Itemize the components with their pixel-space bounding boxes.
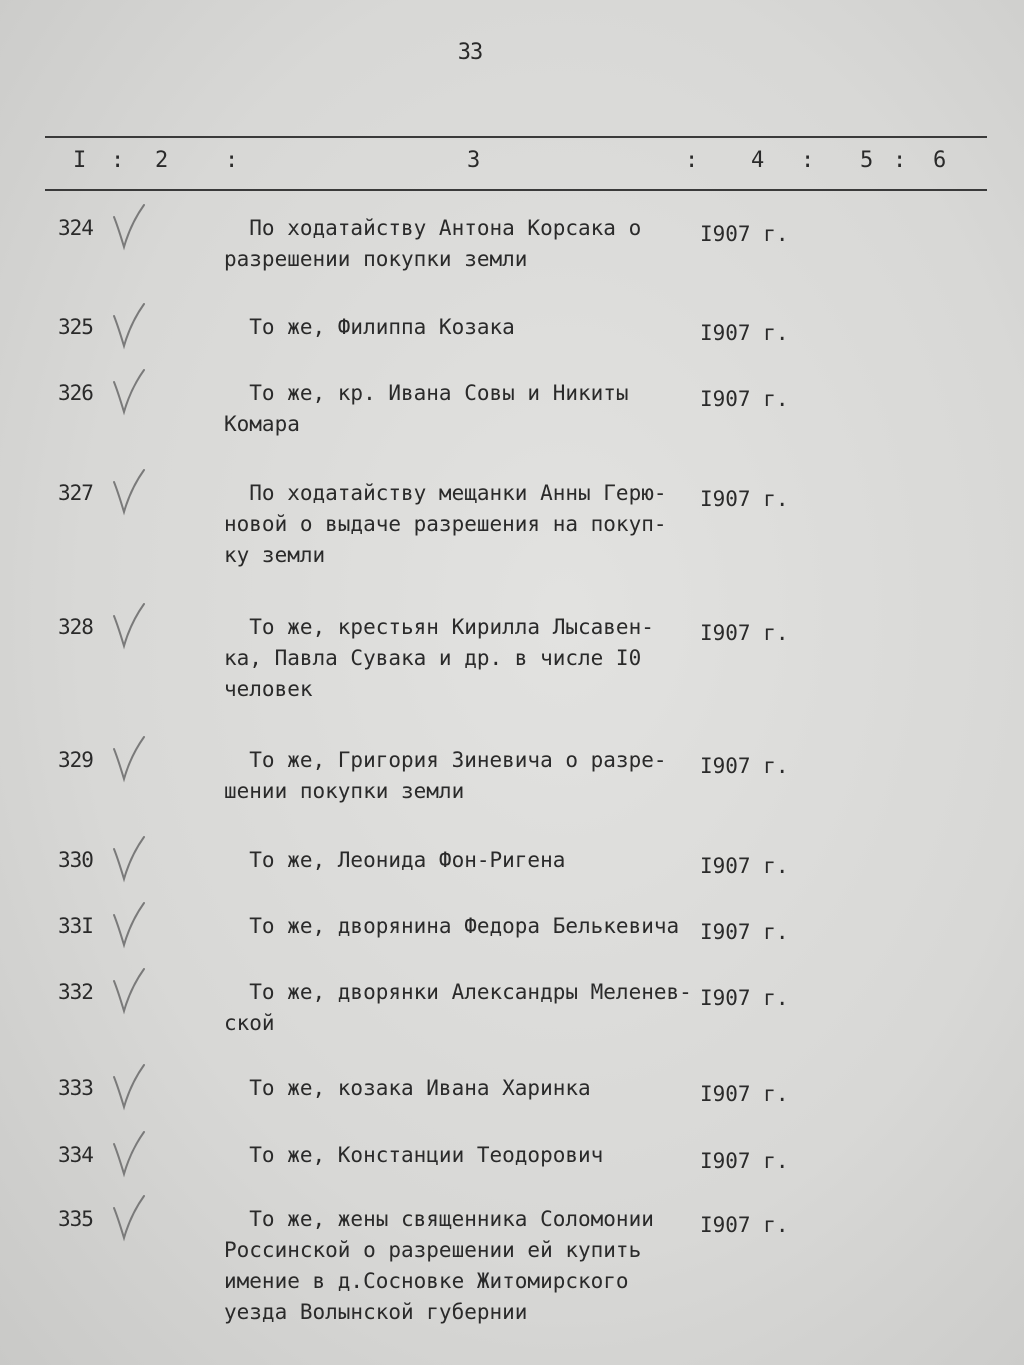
entry-year: I907 г. (700, 1213, 789, 1237)
column-header-3: 3 (467, 148, 481, 173)
entry-number: 329 (58, 748, 93, 772)
entry-description: То же, жены священника Соломонии Россинской о разрешении ей купить имение в д.Сосновке Житомирского уезда Волынской губернии (224, 1207, 654, 1324)
entry-number: 328 (58, 615, 93, 639)
checkmark-icon (108, 1194, 148, 1242)
page-number: 33 (457, 40, 483, 65)
entry-description: По ходатайству мещанки Анны Герю- новой о выдаче разрешения на покуп- ку земли (224, 481, 667, 567)
column-separator: : (111, 148, 125, 173)
column-header-6: 6 (933, 148, 947, 173)
entry-number: 33I (58, 914, 93, 938)
entry-number: 327 (58, 481, 93, 505)
entry-description: То же, козака Ивана Харинка (224, 1076, 591, 1100)
checkmark-icon (108, 468, 148, 516)
entry-number: 334 (58, 1143, 93, 1167)
entry-year: I907 г. (700, 986, 789, 1010)
entry-description: То же, Филиппа Козака (224, 315, 515, 339)
entry-year: I907 г. (700, 387, 789, 411)
entry-year: I907 г. (700, 621, 789, 645)
header-top-rule (45, 136, 987, 138)
entry-year: I907 г. (700, 754, 789, 778)
checkmark-icon (108, 368, 148, 416)
column-separator: : (225, 148, 239, 173)
entry-year: I907 г. (700, 487, 789, 511)
entry-number: 326 (58, 381, 93, 405)
entry-description: По ходатайству Антона Корсака о разрешении покупки земли (224, 216, 642, 271)
entry-number: 332 (58, 980, 93, 1004)
entry-description: То же, Леонида Фон-Ригена (224, 848, 566, 872)
entry-number: 325 (58, 315, 93, 339)
checkmark-icon (108, 302, 148, 350)
entry-description: То же, Констанции Теодорович (224, 1143, 604, 1167)
checkmark-icon (108, 203, 148, 251)
checkmark-icon (108, 835, 148, 883)
entry-description: То же, кр. Ивана Совы и Никиты Комара (224, 381, 629, 436)
entry-description: То же, дворянина Федора Белькевича (224, 914, 680, 938)
entry-year: I907 г. (700, 920, 789, 944)
entry-number: 324 (58, 216, 93, 240)
column-header-1: I (73, 148, 87, 173)
column-separator: : (685, 148, 699, 173)
column-header-row (45, 148, 987, 184)
header-bottom-rule (45, 189, 987, 191)
entry-description: То же, Григория Зиневича о разре- шении покупки земли (224, 748, 667, 803)
checkmark-icon (108, 1130, 148, 1178)
checkmark-icon (108, 1063, 148, 1111)
entry-year: I907 г. (700, 321, 789, 345)
entry-number: 330 (58, 848, 93, 872)
entry-description: То же, дворянки Александры Меленев- ской (224, 980, 692, 1035)
column-header-4: 4 (751, 148, 765, 173)
column-separator: : (801, 148, 815, 173)
checkmark-icon (108, 735, 148, 783)
entry-year: I907 г. (700, 1149, 789, 1173)
entry-year: I907 г. (700, 1082, 789, 1106)
entry-description: То же, крестьян Кирилла Лысавен- ка, Павла Сувака и др. в числе I0 человек (224, 615, 654, 701)
checkmark-icon (108, 602, 148, 650)
entry-year: I907 г. (700, 854, 789, 878)
column-separator: : (893, 148, 907, 173)
column-header-2: 2 (155, 148, 169, 173)
checkmark-icon (108, 901, 148, 949)
column-header-5: 5 (860, 148, 874, 173)
entry-number: 333 (58, 1076, 93, 1100)
entry-year: I907 г. (700, 222, 789, 246)
entry-number: 335 (58, 1207, 93, 1231)
checkmark-icon (108, 967, 148, 1015)
